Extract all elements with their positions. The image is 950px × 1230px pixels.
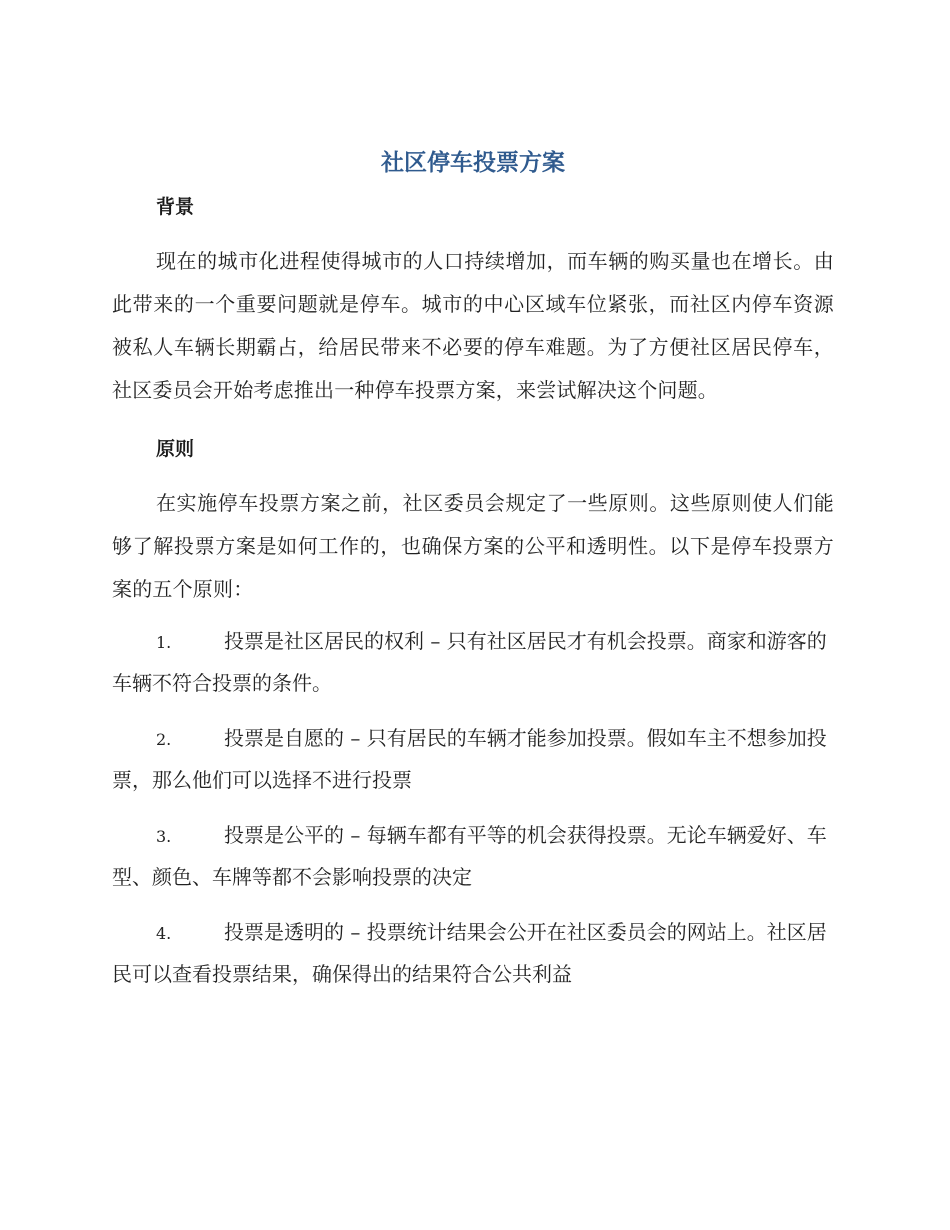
principles-intro-paragraph: 在实施停车投票方案之前，社区委员会规定了一些原则。这些原则使人们能够了解投票方案是如何工作的，也确保方案的公平和透明性。以下是停车投票方案的五个原则： <box>112 491 834 601</box>
principles-list <box>112 621 834 995</box>
list-item <box>112 912 834 995</box>
list-item <box>112 718 834 801</box>
background-paragraph: 现在的城市化进程使得城市的人口持续增加，而车辆的购买量也在增长。由此带来的一个重要问题就是停车。城市的中心区域车位紧张，而社区内停车资源被私人车辆长期霸占，给居民带来不必要的停车难题。为了方便社区居民停车，社区委员会开始考虑推出一种停车投票方案，来尝试解决这个问题。 <box>112 249 834 402</box>
section-heading-background: 背景 <box>156 196 195 218</box>
list-item-number: 4. <box>156 924 172 943</box>
list-item <box>112 621 834 704</box>
list-item-number: 3. <box>156 827 172 846</box>
list-item-number: 2. <box>156 730 172 749</box>
list-item-number: 1. <box>156 633 172 652</box>
list-item-text: 投票是公平的 – 每辆车都有平等的机会获得投票。无论车辆爱好、车型、颜色、车牌等都不会影响投票的决定 <box>112 823 827 889</box>
list-item-text: 投票是自愿的 – 只有居民的车辆才能参加投票。假如车主不想参加投票，那么他们可以选择不进行投票 <box>112 726 827 792</box>
list-item-text: 投票是透明的 – 投票统计结果会公开在社区委员会的网站上。社区居民可以查看投票结果，确保得出的结果符合公共利益 <box>112 920 827 986</box>
section-heading-principles: 原则 <box>156 438 195 460</box>
list-item <box>112 815 834 898</box>
list-item-text: 投票是社区居民的权利 – 只有社区居民才有机会投票。商家和游客的车辆不符合投票的条件。 <box>112 629 827 695</box>
document-title: 社区停车投票方案 <box>381 150 565 176</box>
document-page <box>112 140 834 1009</box>
